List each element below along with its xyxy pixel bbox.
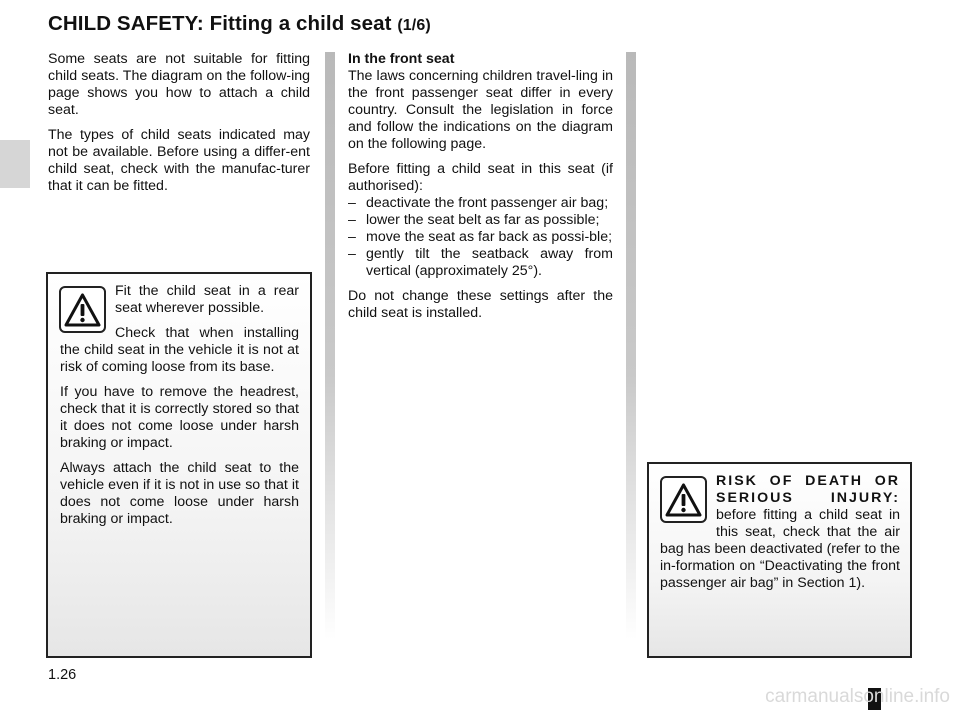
paragraph: Some seats are not suitable for fitting child seats. The diagram on the follow-ing page shows you how to attach a child seat. (48, 51, 310, 118)
left-column (48, 51, 310, 203)
warning-paragraph: Always attach the child seat to the vehicle even if it is not in use so that it does not come loose under harsh braking or impact. (60, 460, 299, 527)
paragraph: Do not change these settings after the child seat is installed. (348, 288, 613, 321)
paragraph: Before fitting a child seat in this seat (if authorised): (348, 161, 613, 194)
warning-box-rear-seat (46, 272, 312, 658)
warning-triangle-icon (59, 286, 106, 333)
warning-text: before fitting a child seat in this seat, check that the air bag has been deactivated (refer to the in-formation on “Deactivating the front passenger air bag” in Section 1). (660, 507, 900, 591)
column-divider (626, 52, 636, 640)
warning-box-air-bag (647, 462, 912, 658)
middle-column (348, 51, 613, 330)
warning-paragraph: Check that when installing the child seat in the vehicle it is not at risk of coming loose from its base. (60, 325, 299, 375)
warning-paragraph: If you have to remove the headrest, check that it is correctly stored so that it does not come loose under harsh braking or impact. (60, 384, 299, 451)
warning-triangle-icon (660, 476, 707, 523)
list-item: – gently tilt the seatback away from vertical (approximately 25°). (348, 246, 613, 280)
page-number: 1.26 (48, 667, 77, 683)
list-item: – move the seat as far back as possi-ble; (348, 229, 613, 246)
paragraph: The laws concerning children travel-ling in the front passenger seat differ in every country. Consult the legislation in force and follow the indications on the diagram on the following page. (348, 68, 613, 152)
list-item: – deactivate the front passenger air bag; (348, 195, 613, 212)
title-part: (1/6) (397, 17, 431, 34)
list-item: – lower the seat belt as far as possible; (348, 212, 613, 229)
steps-list (348, 195, 613, 280)
column-divider (325, 52, 335, 640)
warning-caps: RISK OF DEATH OR SERIOUS INJURY: (716, 473, 900, 506)
title-main: CHILD SAFETY: Fitting a child seat (48, 12, 392, 35)
paragraph: The types of child seats indicated may not be available. Before using a differ-ent child seat, check with the manufac-turer that it can be fitted. (48, 127, 310, 194)
warning-paragraph: Fit the child seat in a rear seat wherever possible. (115, 283, 299, 316)
page-title (48, 12, 431, 36)
section-heading: In the front seat (348, 51, 455, 67)
chapter-tab (0, 140, 30, 188)
watermark: carmanualsonline.info (765, 686, 950, 707)
